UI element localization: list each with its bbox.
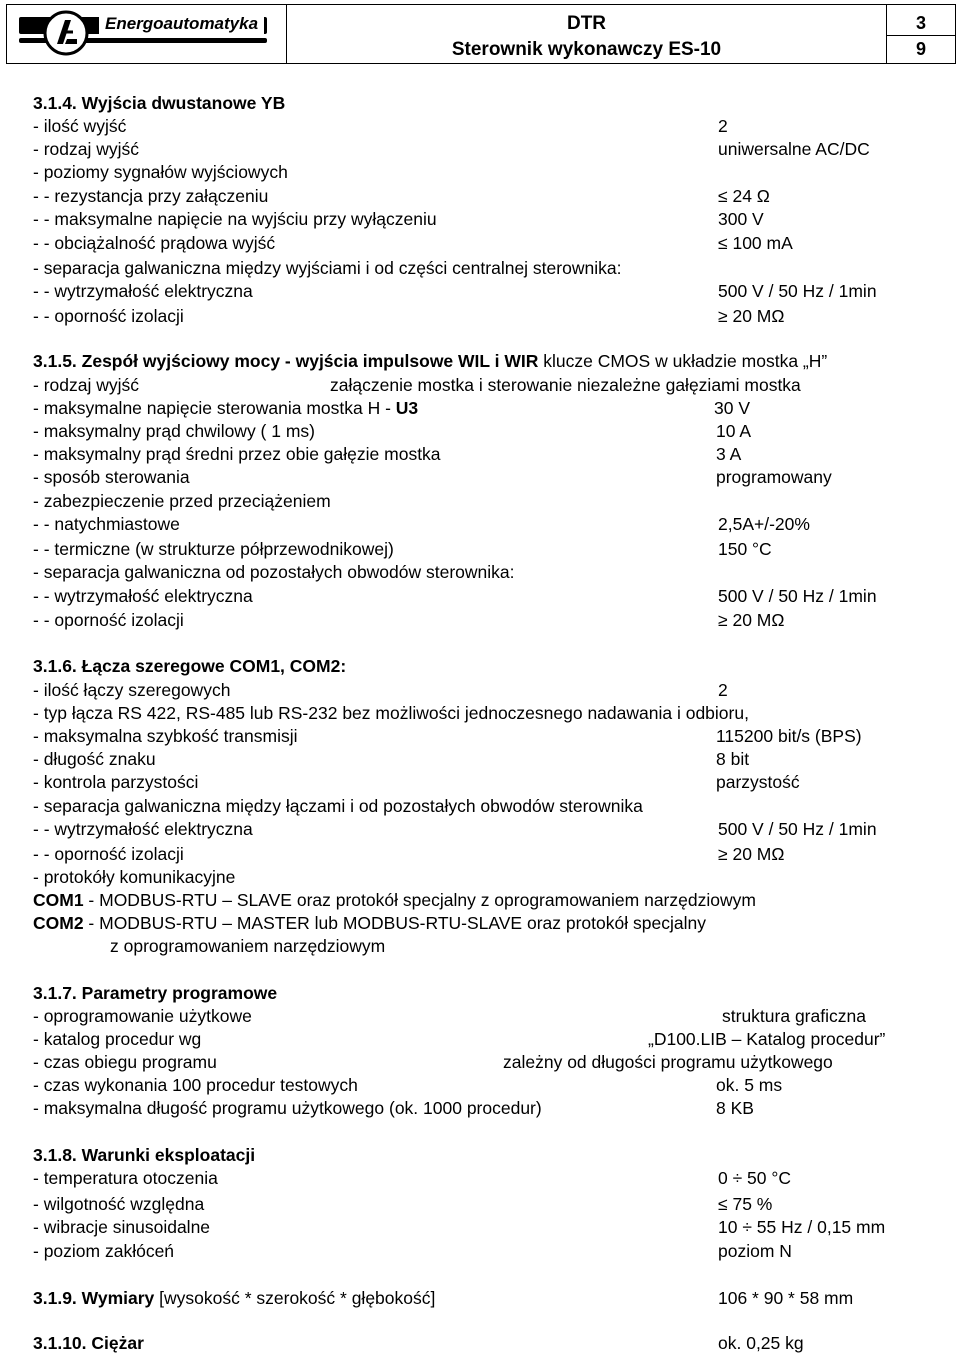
protocol-com2-cont: z oprogramowaniem narzędziowym — [110, 936, 386, 956]
spec-value: ≥ 20 MΩ — [718, 844, 785, 864]
spec-label: - kontrola parzystości — [33, 772, 199, 792]
spec-value: 500 V / 50 Hz / 1min — [718, 281, 877, 301]
section-heading — [33, 1287, 435, 1309]
protocol-com1 — [33, 889, 756, 911]
spec-value: załączenie mostka i sterowanie niezależne gałęziami mostka — [330, 375, 801, 395]
protocol-com2 — [33, 912, 706, 934]
section-heading: 3.1.7. Parametry programowe — [33, 983, 278, 1003]
spec-value: 500 V / 50 Hz / 1min — [718, 586, 877, 606]
spec-label-bold: U3 — [395, 398, 419, 418]
spec-label: - - natychmiastowe — [33, 514, 180, 534]
spec-label: - zabezpieczenie przed przeciążeniem — [33, 491, 331, 511]
spec-label-text: - maksymalne napięcie sterowania mostka H - — [33, 398, 396, 418]
spec-value: ≥ 20 MΩ — [718, 306, 785, 326]
spec-label: - - termiczne (w strukturze półprzewodnikowej) — [33, 539, 394, 559]
com2-label: COM2 — [33, 913, 84, 933]
spec-value: 10 ÷ 55 Hz / 0,15 mm — [718, 1217, 886, 1237]
spec-label: - wibracje sinusoidalne — [33, 1217, 211, 1237]
com1-label: COM1 — [33, 890, 84, 910]
spec-label: - ilość łączy szeregowych — [33, 680, 231, 700]
chapter-number: 3 — [915, 13, 926, 33]
spec-value: 2 — [718, 116, 728, 136]
section-heading-rest: [wysokość * szerokość * głębokość] — [154, 1288, 436, 1308]
spec-value: 8 bit — [716, 749, 750, 769]
spec-label: - poziom zakłóceń — [33, 1241, 175, 1261]
spec-value: 0 ÷ 50 °C — [718, 1168, 792, 1188]
spec-label: - - rezystancja przy załączeniu — [33, 186, 269, 206]
spec-label: - separacja galwaniczna od pozostałych obwodów sterownika: — [33, 562, 515, 582]
spec-label: - poziomy sygnałów wyjściowych — [33, 162, 288, 182]
spec-label: - separacja galwaniczna między wyjściami i od części centralnej sterownika: — [33, 258, 622, 278]
spec-value: poziom N — [718, 1241, 792, 1261]
spec-label: - typ łącza RS 422, RS-485 lub RS-232 bez możliwości jednoczesnego nadawania i odbioru, — [33, 703, 749, 723]
spec-value: 30 V — [714, 398, 750, 418]
spec-value: zależny od długości programu użytkowego — [503, 1052, 833, 1072]
spec-value: 2,5A+/-20% — [718, 514, 810, 534]
com1-text: - MODBUS-RTU – SLAVE oraz protokół specjalny z oprogramowaniem narzędziowym — [83, 890, 756, 910]
spec-value: 8 KB — [716, 1098, 754, 1118]
spec-label: - - oporność izolacji — [33, 306, 184, 326]
spec-label: - temperatura otoczenia — [33, 1168, 218, 1188]
section-heading: 3.1.8. Warunki eksploatacji — [33, 1145, 256, 1165]
section-heading-bold: 3.1.5. Zespół wyjściowy mocy - wyjścia impulsowe WIL i WIR — [33, 351, 539, 371]
spec-label: - - wytrzymałość elektryczna — [33, 281, 253, 301]
spec-label: - - oporność izolacji — [33, 610, 184, 630]
section-heading-rest: klucze CMOS w układzie mostka „H” — [538, 351, 828, 371]
spec-label: - - wytrzymałość elektryczna — [33, 586, 253, 606]
spec-value: 115200 bit/s (BPS) — [716, 726, 862, 746]
spec-label: - czas obiegu programu — [33, 1052, 217, 1072]
section-heading-bold: 3.1.9. Wymiary — [33, 1288, 155, 1308]
spec-value: ok. 5 ms — [716, 1075, 783, 1095]
spec-value: ≥ 20 MΩ — [718, 610, 785, 630]
spec-label: - wilgotność względna — [33, 1194, 205, 1214]
page-number: 9 — [915, 39, 926, 59]
spec-value: uniwersalne AC/DC — [718, 139, 870, 159]
spec-value: 3 A — [716, 444, 742, 464]
spec-label: - - maksymalne napięcie na wyjściu przy wyłączeniu — [33, 209, 437, 229]
spec-value: ≤ 24 Ω — [718, 186, 770, 206]
company-name: Energoautomatyka — [99, 14, 264, 34]
spec-label: - maksymalna szybkość transmisji — [33, 726, 298, 746]
spec-label — [33, 397, 418, 419]
spec-label: - maksymalna długość programu użytkowego (ok. 1000 procedur) — [33, 1098, 542, 1118]
page-header — [6, 4, 956, 64]
spec-value: ok. 0,25 kg — [718, 1333, 804, 1353]
com2-text: - MODBUS-RTU – MASTER lub MODBUS-RTU-SLAVE oraz protokół specjalny — [83, 913, 706, 933]
section-heading: 3.1.10. Ciężar — [33, 1333, 144, 1353]
section-heading: 3.1.4. Wyjścia dwustanowe YB — [33, 93, 286, 113]
spec-label: - katalog procedur wg — [33, 1029, 202, 1049]
spec-value: struktura graficzna — [722, 1006, 866, 1026]
spec-value: parzystość — [716, 772, 800, 792]
spec-value: 2 — [718, 680, 728, 700]
page-number-cell — [887, 5, 955, 63]
spec-label: - oprogramowanie użytkowe — [33, 1006, 252, 1026]
title-cell — [287, 5, 887, 63]
doc-title: Sterownik wykonawczy ES-10 — [451, 39, 722, 60]
spec-label: - maksymalny prąd chwilowy ( 1 ms) — [33, 421, 315, 441]
company-logo-icon — [43, 10, 89, 56]
spec-label: - ilość wyjść — [33, 116, 127, 136]
logo-cell — [7, 5, 287, 63]
spec-value: 106 * 90 * 58 mm — [718, 1288, 854, 1308]
spec-label: - - obciążalność prądowa wyjść — [33, 233, 276, 253]
section-heading — [33, 350, 827, 372]
spec-label: - - wytrzymałość elektryczna — [33, 819, 253, 839]
spec-value: 10 A — [716, 421, 752, 441]
spec-label: - protokóły komunikacyjne — [33, 867, 236, 887]
number-divider — [887, 35, 955, 36]
spec-label: - długość znaku — [33, 749, 156, 769]
spec-value: ≤ 75 % — [718, 1194, 773, 1214]
spec-value: 300 V — [718, 209, 764, 229]
spec-value: programowany — [716, 467, 832, 487]
spec-label: - - oporność izolacji — [33, 844, 184, 864]
spec-value: 500 V / 50 Hz / 1min — [718, 819, 877, 839]
spec-label: - rodzaj wyjść — [33, 139, 139, 159]
section-heading: 3.1.6. Łącza szeregowe COM1, COM2: — [33, 656, 347, 676]
spec-value: 150 °C — [718, 539, 772, 559]
spec-value: „D100.LIB – Katalog procedur” — [648, 1029, 886, 1049]
spec-label: - rodzaj wyjść — [33, 375, 139, 395]
spec-label: - maksymalny prąd średni przez obie gałęzie mostka — [33, 444, 441, 464]
spec-value: ≤ 100 mA — [718, 233, 793, 253]
spec-label: - separacja galwaniczna między łączami i od pozostałych obwodów sterownika — [33, 796, 643, 816]
doc-code: DTR — [566, 13, 607, 34]
spec-label: - sposób sterowania — [33, 467, 190, 487]
spec-label: - czas wykonania 100 procedur testowych — [33, 1075, 358, 1095]
